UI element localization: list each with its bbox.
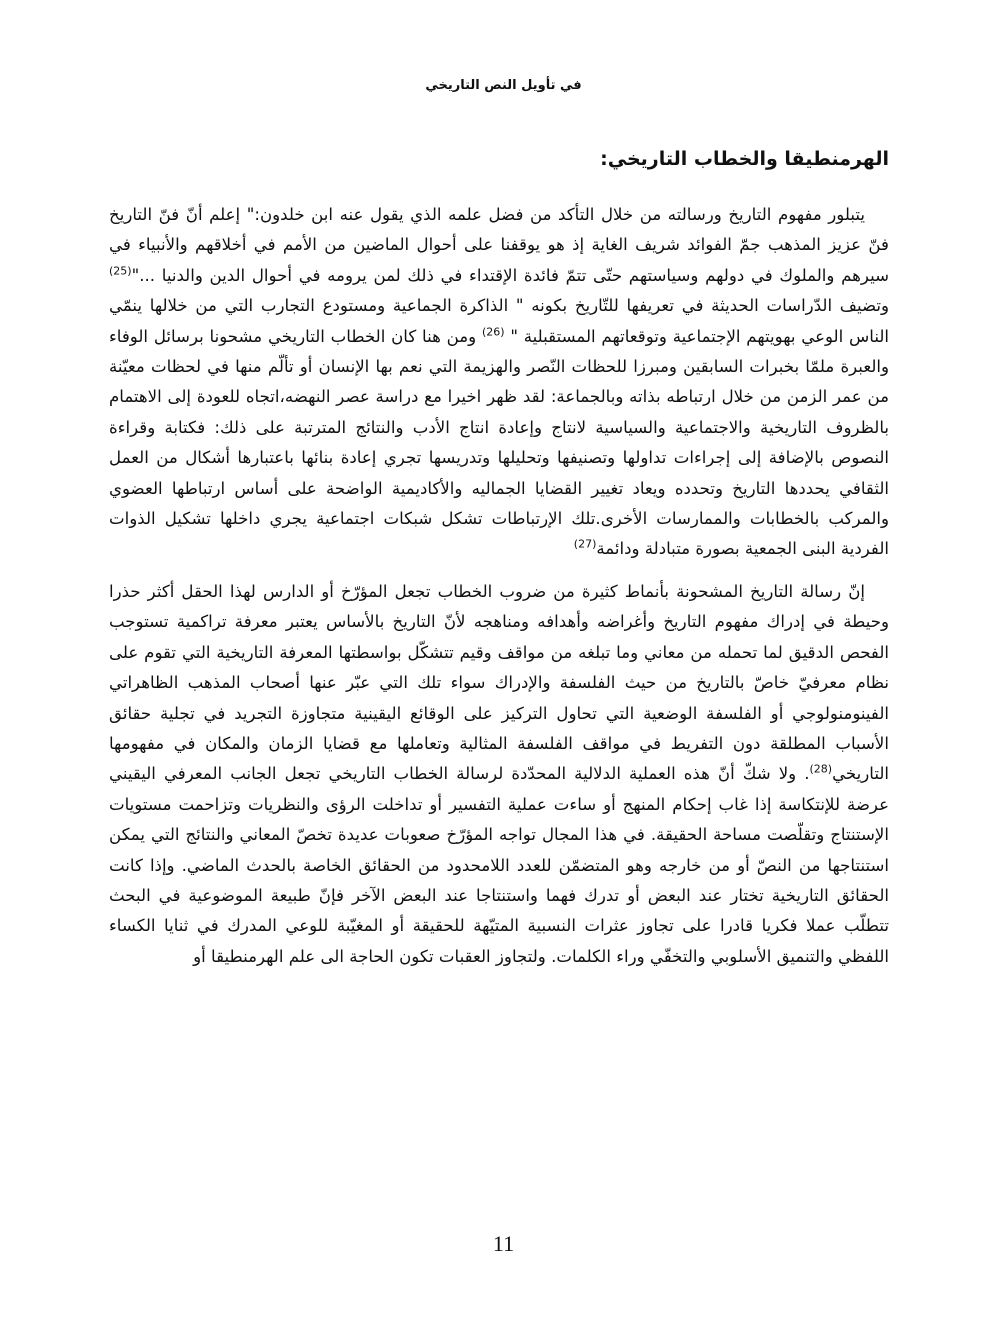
paragraph-2-segment-1: إنّ رسالة التاريخ المشحونة بأنماط كثيرة من ضروب الخطاب تجعل المؤرّخ أو الدارس لهذا الحقل أكثر حذرا وحيطة في إدراك مفهوم التاريخ وأغراضه وأهدافه ومناهجه لأنّ التاريخ بالأساس يعتبر معرفة تراكمية تستوجب الفحص الدقيق لما تحمله من معاني وما تبلغه من مواقف وقيم تتشكّل بواسطتها المعرفة التاريخية التي تقوم على نظام معرفيّ خاصّ بالتاريخ من حيث الفلسفة والإدراك سواء تلك التي عبّر عنها أصحاب المذهب الظاهراتي الفينومنولوجي أو الفلسفة الوضعية التي تحاول التركيز على الوقائع اليقينية متجاوزة التجريد في تجلية حقائق الأسباب المطلقة دون التفريط في مواقف الفلسفة المثالية وتعاملها مع قضايا الزمان والمكان في مفهومها التاريخي: [109, 581, 889, 784]
paragraph-2-segment-2: . ولا شكّ أنّ هذه العملية الدلالية المحدّدة لرسالة الخطاب التاريخي تجعل الجانب المعرفي اليقيني عرضة للإنتكاسة إذا غاب إحكام المنهج أو ساءت عملية التفسير أو تداخلت الرؤى والنظريات وتزاحمت مستويات الإستنتاج وتقلّصت مساحة الحقيقة. في هذا المجال تواجه المؤرّخ صعوبات عديدة تخصّ المعاني والنتائج التي يمكن استنتاجها من النصّ أو من خارجه وهو المتضمّن للعدد اللامحدود من الحقائق الخاصة بالحدث الماضي. وإذا كانت الحقائق التاريخية تختار عند البعض أو تدرك فهما واستنتاجا عند البعض الآخر فإنّ طبيعة الموضوعية في البحث تتطلّب عملا فكريا قادرا على تجاوز عثرات النسبية المتيّهة للحقيقة أو المغيّبة للوعي المدرك في ثنايا الكساء اللفظي والتنميق الأسلوبي والتخفّي وراء الكلمات. ولتجاوز العقبات تكون الحاجة الى علم الهرمنطيقا أو: [109, 764, 889, 966]
paragraph-1-segment-3: ومن هنا كان الخطاب التاريخي مشحونا برسائل الوفاء والعبرة ملمّا بخبرات السابقين ومبرزا للحظات النّصر والهزيمة التي نعم بها الإنسان أو تألّم منها في لحظات معيّنة من عمر الزمن من خلال ارتباطه بذاته وبالجماعة: لقد ظهر اخيرا مع دراسة عصر النهضه،اتجاه للعودة إلى الاهتمام بالظروف التاريخية والاجتماعية والسياسية لانتاج وإعادة انتاج الأدب والنتائج المترتبة على ذلك: فكتابة وقراءة النصوص بالإضافة إلى إجراءات تداولها وتصنيفها وتحليلها وتدريسها تجري إعادة بنائها باعتبارها أشكال من العمل الثقافي يحددها التاريخ وتحدده ويعاد تغيير القضايا الجماليه والأكاديمية الواضحة على أساس ارتباطها العضوي والمركب بالخطابات والممارسات الأخرى.تلك الإرتباطات تشكل شبكات اجتماعية يجري داخلها تشكيل الذوات الفردية البنى الجمعية بصورة متبادلة ودائمة: [109, 326, 889, 559]
footnote-ref-27[interactable]: (27): [573, 537, 597, 551]
paragraph-1-segment-1: يتبلور مفهوم التاريخ ورسالته من خلال التأكد من فضل علمه الذي يقول عنه ابن خلدون:" إعلم أنّ فنّ التاريخ فنّ عزيز المذهب جمّ الفوائد شريف الغاية إذ هو يوقفنا على أحوال الماضين من الأمم في أخلاقهم والأنبياء في سيرهم والملوك في دولهم وسياستهم حتّى تتمّ فائدة الإقتداء في ذلك لمن يرومه في أحوال الدين والدنيا ...": [109, 205, 889, 285]
paragraph-1-segment-2: وتضيف الدّراسات الحديثة في تعريفها للتّاريخ بكونه " الذاكرة الجماعية ومستودع التجارب التي من خلالها ينمّي الناس الوعي بهويتهم الإجتماعية وتوقعاتهم المستقبلية ": [109, 296, 889, 346]
page-number: 11: [492, 1231, 515, 1256]
body-text: [109, 200, 889, 972]
footnote-ref-25[interactable]: (25): [109, 264, 132, 278]
section-heading: الهرمنطيقا والخطاب التاريخي:: [600, 148, 889, 170]
paragraph-2: [109, 577, 889, 972]
paragraph-1: [109, 200, 889, 565]
footnote-ref-28[interactable]: (28): [809, 762, 833, 776]
footnote-ref-26[interactable]: (26): [481, 325, 505, 339]
running-header: في تأويل النص التاريخي: [425, 78, 582, 93]
